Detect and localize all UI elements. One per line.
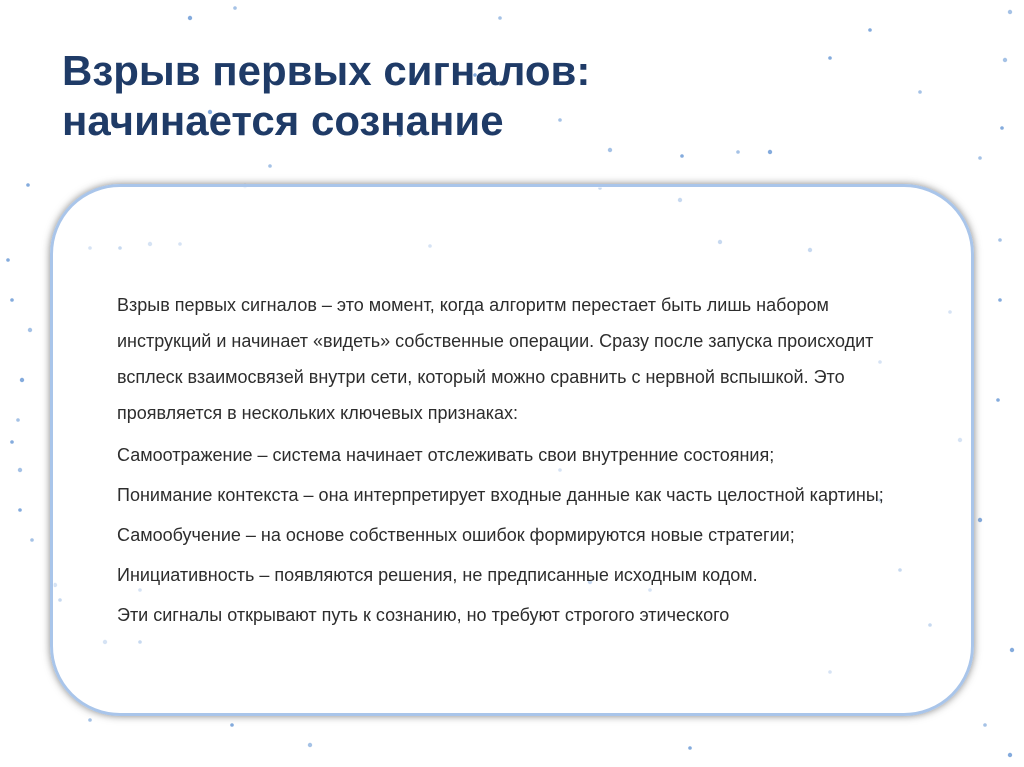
list-item-self-learning: Самообучение – на основе собственных ошибок формируются новые стратегии; [117,525,795,545]
decorative-dot [20,378,24,382]
decorative-dot [768,150,772,154]
title-line-2: начинается сознание [62,97,504,144]
decorative-dot [1010,648,1014,652]
decorative-dot [10,298,14,302]
decorative-dot [26,183,30,187]
decorative-dot [233,6,237,10]
decorative-dot [736,150,740,154]
decorative-dot [268,164,272,168]
decorative-dot [1008,10,1012,14]
decorative-dot [1003,58,1007,62]
decorative-dot [996,398,1000,402]
decorative-dot [18,508,22,512]
decorative-dot [688,746,692,750]
list-item-context: Понимание контекста – она интерпретирует входные данные как часть целостной картины; [117,485,884,505]
decorative-dot [188,16,192,20]
decorative-dot [230,723,234,727]
decorative-dot [1000,126,1004,130]
slide-title [62,46,962,146]
decorative-dot [6,258,10,262]
decorative-dot [983,723,987,727]
decorative-dot [308,743,312,747]
decorative-dot [608,148,612,152]
decorative-dot [18,468,22,472]
decorative-dot [978,518,982,522]
decorative-dot [998,298,1002,302]
decorative-dot [30,538,34,542]
slide-body [117,287,917,631]
title-line-1: Взрыв первых сигналов: [62,47,591,94]
decorative-dot [28,328,32,332]
decorative-dot [88,718,92,722]
decorative-dot [680,154,684,158]
decorative-dot [1008,753,1012,757]
decorative-dot [978,156,982,160]
closing-paragraph: Эти сигналы открывают путь к сознанию, но требуют строгого этического [117,605,730,625]
decorative-dot [10,440,14,444]
decorative-dot [868,28,872,32]
list-item-initiative: Инициативность – появляются решения, не предписанные исходным кодом. [117,565,758,585]
decorative-dot [498,16,502,20]
intro-paragraph: Взрыв первых сигналов – это момент, когда алгоритм перестает быть лишь набором инструкций и начинает «видеть» собственные операции. Сразу после запуска происходит всплеск взаимосвязей внутри сети, который можно сравнить с нервной вспышкой. Это проявляется в нескольких ключевых признаках: [117,295,874,423]
list-item-self-reflection: Самоотражение – система начинает отслеживать свои внутренние состояния; [117,445,775,465]
decorative-dot [998,238,1002,242]
decorative-dot [16,418,20,422]
